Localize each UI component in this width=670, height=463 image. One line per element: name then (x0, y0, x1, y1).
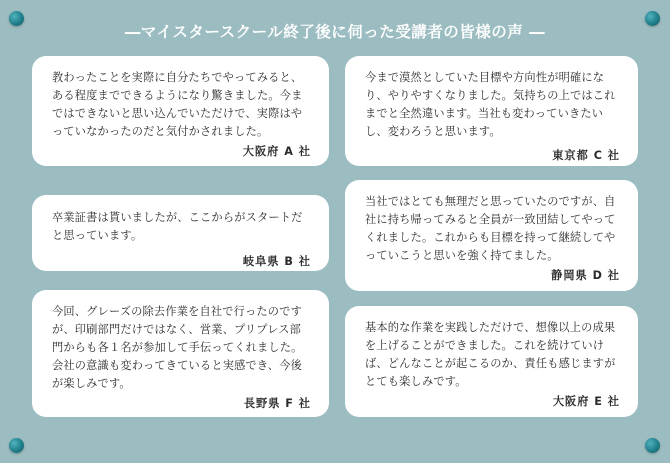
testimonial-text: 当社ではとても無理だと思っていたのですが、自社に持ち帰ってみると全員が一致団結してやってくれました。これからも目標を持って継続してやっていこうと思いを強く持てました。 (365, 195, 616, 262)
testimonial-text: 卒業証書は貰いましたが、ここからがスタートだと思っています。 (52, 211, 303, 242)
testimonial-card (32, 290, 329, 417)
page-title: ―マイスタースクール終了後に伺った受講者の皆様の声 ― (124, 23, 546, 41)
testimonial-text: 今回、グレーズの除去作業を自社で行ったのですが、印刷部門だけではなく、営業、プリプレス部門からも各１名が参加して手伝ってくれました。会社の意識も変わってきていると実感でき、今後が楽しみです。 (52, 305, 303, 390)
pin-icon (9, 438, 24, 453)
pin-icon (645, 438, 660, 453)
testimonial-text: 基本的な作業を実践しただけで、想像以上の成果を上げることができました。これを続けていけば、どんなことが起こるのか、責任も感じますがとても楽しみです。 (365, 321, 616, 388)
testimonial-company: 東京都 C 社 (552, 149, 620, 162)
testimonial-company: 長野県 F 社 (243, 397, 311, 410)
testimonial-company: 岐阜県 B 社 (242, 255, 311, 268)
testimonial-card (32, 195, 329, 271)
testimonial-card (345, 56, 638, 166)
testimonial-company: 大阪府 E 社 (552, 395, 620, 408)
pin-icon (645, 11, 660, 26)
testimonial-company: 静岡県 D 社 (551, 269, 620, 282)
testimonial-text: 教わったことを実際に自分たちでやってみると、ある程度までできるようになり驚きました。今まではできないと思い込んでいただけで、実際はやっていなかったのだと気付かされました。 (52, 71, 303, 138)
testimonial-card (345, 306, 638, 417)
testimonial-company: 大阪府 A 社 (242, 145, 311, 158)
testimonial-text: 今まで漠然としていた目標や方向性が明確になり、やりやすくなりました。気持ちの上ではこれまでと全然違います。当社も変わっていきたいし、変わろうと思います。 (365, 71, 616, 138)
testimonial-card (32, 56, 329, 166)
pin-icon (9, 11, 24, 26)
testimonial-card (345, 180, 638, 291)
